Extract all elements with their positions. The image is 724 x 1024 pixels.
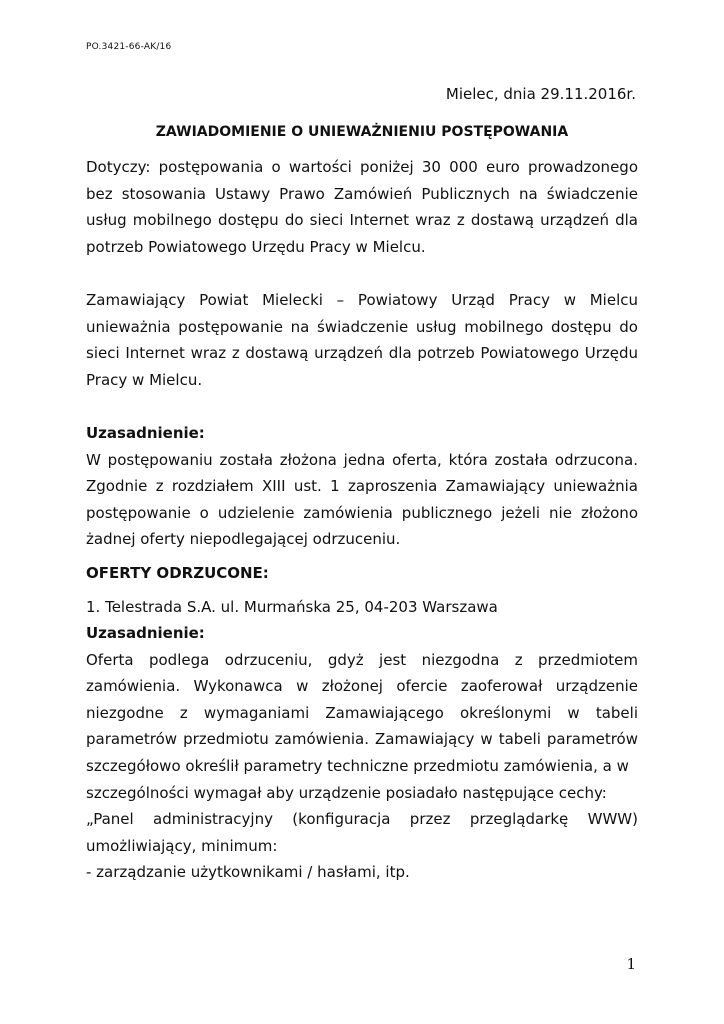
quoted-requirement-continuation: umożliwiający, minimum:: [86, 836, 278, 855]
offer-justification-paragraph: Oferta podlega odrzuceniu, gdyż jest niezgodna z przedmiotem zamówienia. Wykonawca w złożonej ofercie zaoferował urządzenie niezgodne z wymaganiami Zamawiającego określonymi w tabeli parametrów przedmiotu zamówienia. Zamawiający w tabeli parametrów szczegółowo określił parametry techniczne przedmiotu zamówienia, a w: [86, 650, 638, 776]
subject-paragraph: Dotyczy: postępowania o wartości poniżej 30 000 euro prowadzonego bez stosowania Ustawy Prawo Zamówień Publicznych na świadczenie usług mobilnego dostępu do sieci Internet wraz z dostawą urządzeń dla potrzeb Powiatowego Urzędu Pracy w Mielcu.: [86, 158, 638, 256]
offer-justification-heading: Uzasadnienie:: [86, 624, 205, 643]
reference-number: PO.3421-66-AK/16: [86, 42, 172, 52]
document-title: ZAWIADOMIENIE O UNIEWAŻNIENIU POSTĘPOWANIA: [155, 124, 569, 140]
date-line: Mielec, dnia 29.11.2016r.: [445, 85, 636, 103]
justification-heading: Uzasadnienie:: [86, 423, 205, 442]
justification-paragraph: W postępowaniu została złożona jedna oferta, która została odrzucona. Zgodnie z rozdziałem XIII ust. 1 zaproszenia Zamawiający unieważnia postępowanie o udzielenie zamówienia publicznego jeżeli nie złożono żadnej oferty niepodlegającej odrzuceniu.: [86, 450, 638, 549]
announcement-paragraph: Zamawiający Powiat Mielecki – Powiatowy Urząd Pracy w Mielcu unieważnia postępowanie na świadczenie usług mobilnego dostępu do sieci Internet wraz z dostawą urządzeń dla potrzeb Powiatowego Urzędu Pracy w Mielcu.: [86, 290, 638, 389]
document-body: [86, 154, 638, 886]
quoted-requirement-line: „Panel administracyjny (konfiguracja przez przeglądarkę WWW): [86, 810, 638, 829]
rejected-offer-item: 1. Telestrada S.A. ul. Murmańska 25, 04-203 Warszawa: [86, 597, 498, 616]
offer-justification-continuation: szczególności wymagał aby urządzenie posiadało następujące cechy:: [86, 783, 607, 802]
requirement-bullet: - zarządzanie użytkownikami / hasłami, itp.: [86, 863, 410, 882]
rejected-offers-heading: OFERTY ODRZUCONE:: [86, 563, 269, 582]
page-number: 1: [626, 955, 636, 973]
